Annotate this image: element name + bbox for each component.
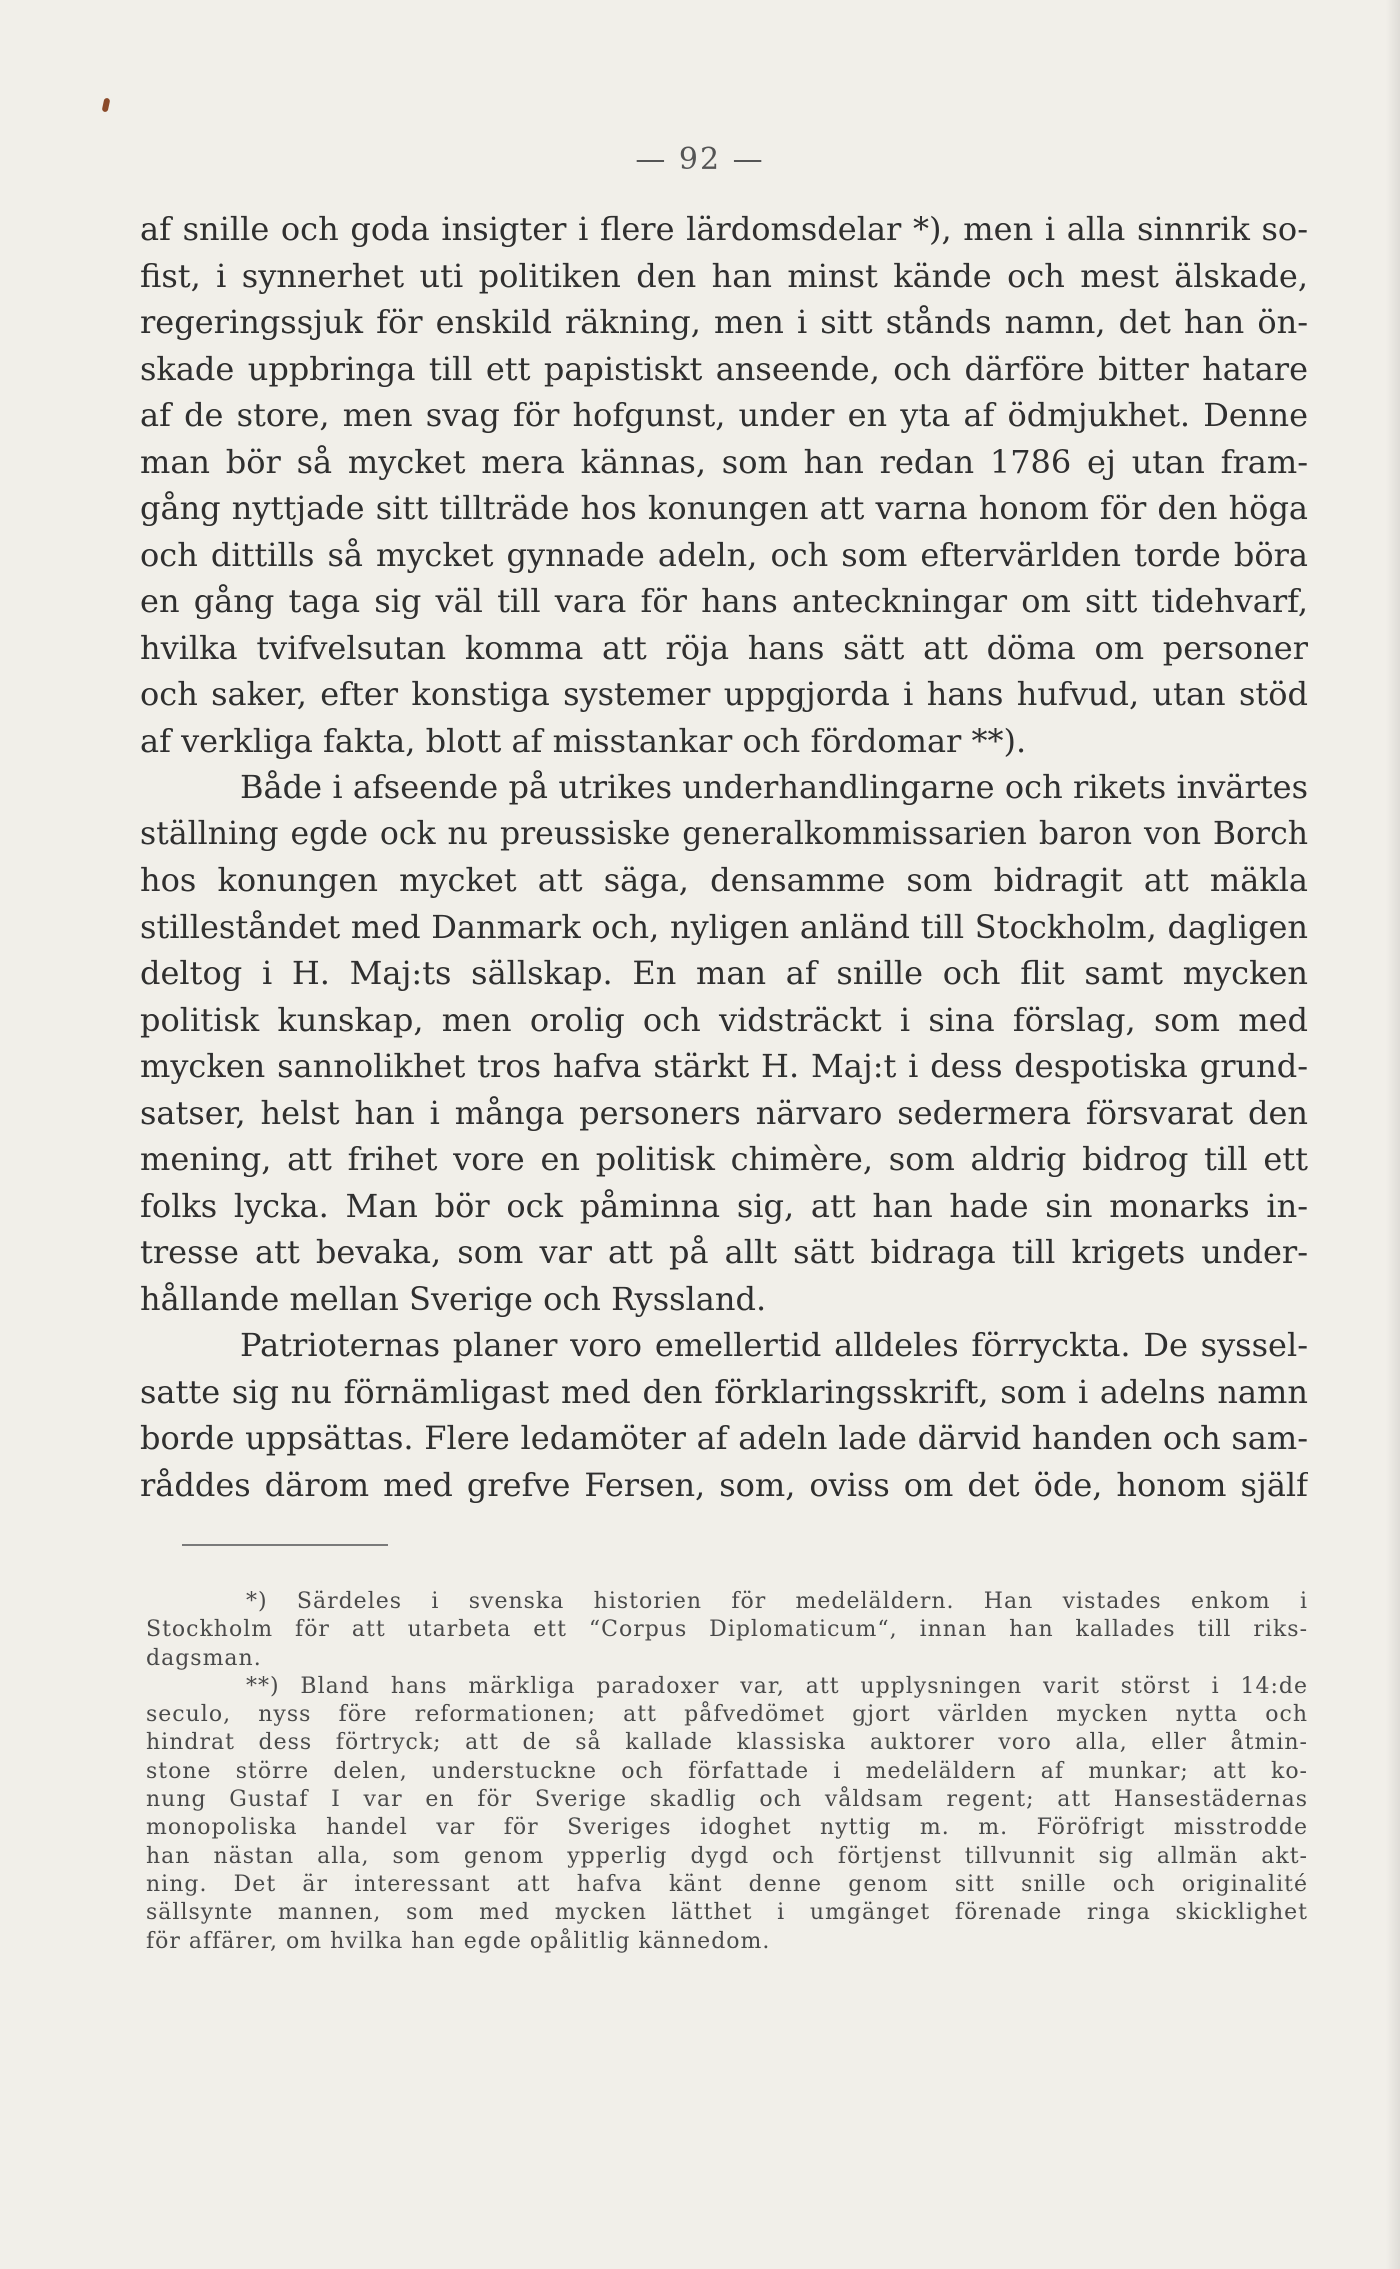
- page-number: — 92 —: [635, 142, 765, 177]
- paragraph-start-line: Både i afseende på utrikes underhandlingarne och rikets invärtes: [240, 768, 1308, 806]
- footnote-2-line: ning. Det är interessant att hafva känt denne genom sitt snille och originalité: [146, 1871, 1308, 1897]
- body-line: borde uppsättas. Flere ledamöter af adeln lade därvid handen och sam-: [140, 1419, 1308, 1457]
- body-line: af de store, men svag för hofgunst, under en yta af ödmjukhet. Denne: [140, 396, 1308, 434]
- body-line: gång nyttjade sitt tillträde hos konungen att varna honom för den höga: [140, 489, 1308, 527]
- footnote-1-line: Stockholm för att utarbeta ett “Corpus Diplomaticum“, innan han kallades till riks-: [146, 1617, 1308, 1643]
- footnote-2-line: sällsynte mannen, som med mycken lätthet i umgänget förenade ringa skicklighet: [146, 1900, 1308, 1926]
- ink-speck: [102, 98, 111, 113]
- page-edge-shadow: [1386, 0, 1400, 2269]
- footnote-2-line: han nästan alla, som genom ypperlig dygd och förtjenst tillvunnit sig allmän akt-: [146, 1843, 1308, 1869]
- footnote-2-line: stone större delen, understuckne och författade i medeläldern af munkar; att ko-: [146, 1758, 1308, 1784]
- body-line: regeringssjuk för enskild räkning, men i sitt stånds namn, det han ön-: [140, 303, 1308, 341]
- body-line: satte sig nu förnämligast med den förklaringsskrift, som i adelns namn: [140, 1372, 1308, 1411]
- footnote-2-line: **) Bland hans märkliga paradoxer var, att upplysningen varit störst i 14:de: [246, 1673, 1308, 1699]
- body-line: af verkliga fakta, blott af misstankar och fördomar **).: [140, 721, 1027, 760]
- body-line: mening, att frihet vore en politisk chimère, som aldrig bidrog till ett: [140, 1140, 1308, 1178]
- footnote-2-line: monopoliska handel var för Sveriges idoghet nyttig m. m. Föröfrigt misstrodde: [146, 1815, 1308, 1841]
- body-line: satser, helst han i många personers närvaro sedermera försvarat den: [140, 1093, 1308, 1132]
- footnote-1-line: *) Särdeles i svenska historien för medeläldern. Han vistades enkom i: [246, 1589, 1308, 1614]
- footnote-2-line: hindrat dess förtryck; att de så kallade klassiska auktorer voro alla, eller åtmin-: [146, 1730, 1308, 1756]
- body-line: mycken sannolikhet tros hafva stärkt H. Maj:t i dess despotiska grund-: [140, 1047, 1308, 1085]
- body-line: hållande mellan Sverige och Ryssland.: [140, 1279, 767, 1318]
- body-line: ställning egde ock nu preussiske generalkommissarien baron von Borch: [140, 815, 1308, 852]
- body-line: stilleståndet med Danmark och, nyligen anländ till Stockholm, dagligen: [140, 907, 1308, 946]
- body-text: [140, 206, 1308, 1508]
- body-line: hos konungen mycket att säga, densamme som bidragit att mäkla: [140, 861, 1308, 899]
- footnote-divider: [182, 1544, 388, 1546]
- body-line: tresse att bevaka, som var att på allt sätt bidraga till krigets under-: [140, 1233, 1308, 1271]
- body-line: deltog i H. Maj:ts sällskap. En man af snille och flit samt mycken: [140, 954, 1308, 992]
- body-line: råddes därom med grefve Fersen, som, oviss om det öde, honom själf: [140, 1465, 1308, 1504]
- footnote-2-line: för affärer, om hvilka han egde opålitlig kännedom.: [146, 1928, 771, 1954]
- body-line: hvilka tvifvelsutan komma att röja hans sätt att döma om personer: [140, 628, 1308, 667]
- body-line: fist, i synnerhet uti politiken den han minst kände och mest älskade,: [140, 256, 1308, 295]
- body-line: politisk kunskap, men orolig och vidsträckt i sina förslag, som med: [140, 1000, 1308, 1039]
- body-line: och dittills så mycket gynnade adeln, och som eftervärlden torde böra: [140, 535, 1308, 574]
- body-line: folks lycka. Man bör ock påminna sig, att han hade sin monarks in-: [140, 1186, 1308, 1225]
- footnote-2-line: nung Gustaf I var en för Sverige skadlig och våldsam regent; att Hansestädernas: [146, 1787, 1308, 1813]
- body-line: af snille och goda insigter i flere lärdomsdelar *), men i alla sinnrik so-: [140, 210, 1308, 248]
- paragraph-start-line: Patrioternas planer voro emellertid alldeles förryckta. De syssel-: [240, 1326, 1308, 1364]
- body-line: skade uppbringa till ett papistiskt anseende, och därföre bitter hatare: [140, 349, 1308, 388]
- footnote-1-line: dagsman.: [146, 1645, 262, 1671]
- footnotes: [146, 1588, 1308, 1956]
- body-line: en gång taga sig väl till vara för hans anteckningar om sitt tidehvarf,: [140, 582, 1308, 620]
- body-line: och saker, efter konstiga systemer uppgjorda i hans hufvud, utan stöd: [140, 675, 1308, 713]
- body-line: man bör så mycket mera kännas, som han redan 1786 ej utan fram-: [140, 442, 1308, 481]
- footnote-2-line: seculo, nyss före reformationen; att påfvedömet gjort världen mycken nytta och: [146, 1702, 1308, 1728]
